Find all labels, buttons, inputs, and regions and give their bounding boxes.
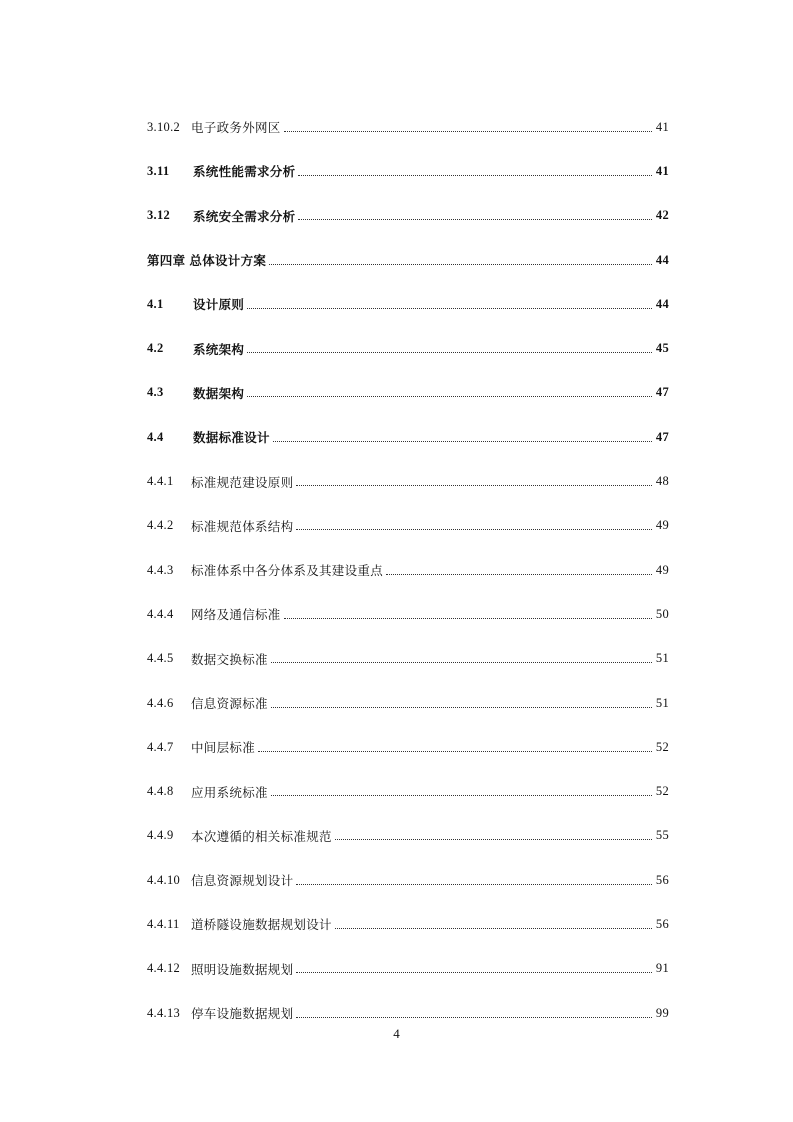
toc-entry[interactable] [147,149,669,193]
toc-entry-number: 4.4.10 [147,872,181,887]
toc-entry[interactable] [147,194,669,238]
toc-entry-number: 4.4.2 [147,518,174,533]
toc-entry-title: 数据交换标准 [191,652,268,667]
toc-entry-number: 4.4 [147,429,164,444]
toc-entry-title: 标准规范建设原则 [191,475,294,490]
toc-entry-page: 91 [655,961,669,976]
toc-entry-title: 信息资源规划设计 [191,874,294,889]
dot-leader [335,928,652,929]
toc-entry[interactable] [147,637,669,681]
toc-entry-number: 4.4.11 [147,916,180,931]
toc-entry[interactable] [147,282,669,326]
toc-entry-number: 4.4.13 [147,1005,181,1020]
toc-entry-number: 4.4.5 [147,651,174,666]
toc-entry-page: 56 [655,916,669,931]
toc-entry[interactable] [147,504,669,548]
toc-entry-page: 55 [655,828,669,843]
toc-entry-number: 3.10.2 [147,119,181,134]
toc-entry-number: 4.4.3 [147,562,174,577]
toc-entry-number: 4.2 [147,341,164,356]
toc-entry-title: 本次遵循的相关标准规范 [191,829,332,844]
toc-entry-page: 47 [655,429,669,444]
dot-leader [296,884,652,885]
dot-leader [247,352,652,353]
toc-entry-title: 标准规范体系结构 [191,519,294,534]
toc-entry-page: 49 [655,518,669,533]
toc-entry-page: 44 [655,296,669,311]
toc-entry[interactable] [147,238,669,282]
page-number: 4 [393,1026,400,1041]
toc-entry-page: 99 [655,1005,669,1020]
toc-entry-number: 4.4.9 [147,828,174,843]
toc-entry-page: 52 [655,739,669,754]
toc-entry-title: 总体设计方案 [189,254,267,269]
dot-leader [335,839,652,840]
toc-entry[interactable] [147,415,669,459]
toc-entry-title: 应用系统标准 [191,785,268,800]
dot-leader [271,662,652,663]
toc-entry-page: 49 [655,562,669,577]
toc-entry-title: 信息资源标准 [191,697,268,711]
toc-entry-page: 48 [655,474,669,489]
toc-entry-number: 4.4.12 [147,961,181,976]
toc-entry[interactable] [147,902,669,946]
table-of-contents [147,105,669,1035]
dot-leader [258,751,652,752]
toc-entry-title: 数据标准设计 [193,431,270,446]
toc-entry-page: 44 [655,252,669,267]
toc-entry-page: 51 [655,695,669,710]
toc-entry[interactable] [147,814,669,858]
dot-leader [247,396,652,397]
toc-entry-number: 4.4.8 [147,784,174,799]
toc-entry-number: 3.11 [147,163,170,178]
toc-entry[interactable] [147,371,669,415]
toc-entry-number: 4.4.4 [147,606,174,621]
toc-entry-title: 设计原则 [193,298,245,313]
toc-entry-title: 停车设施数据规划 [191,1007,294,1022]
toc-entry-page: 52 [655,784,669,799]
toc-entry-title: 系统安全需求分析 [193,209,296,224]
dot-leader [296,1017,652,1018]
toc-entry[interactable] [147,459,669,503]
dot-leader [247,308,652,309]
toc-entry-title: 数据架构 [193,386,245,401]
toc-entry-title: 系统性能需求分析 [193,165,296,180]
toc-entry-title: 照明设施数据规划 [191,962,294,977]
dot-leader [271,795,652,796]
toc-entry-title: 标准体系中各分体系及其建设重点 [191,564,384,579]
toc-entry-title: 道桥隧设施数据规划设计 [191,918,332,933]
toc-entry-title: 电子政务外网区 [191,121,281,136]
toc-entry-page: 47 [655,385,669,400]
toc-entry-page: 41 [655,163,669,178]
dot-leader [298,219,652,220]
toc-entry[interactable] [147,105,669,149]
toc-entry-title: 网络及通信标准 [191,608,281,623]
toc-entry-number: 4.3 [147,385,164,400]
toc-entry-number: 4.1 [147,296,164,311]
toc-entry-number: 第四章 [147,254,186,269]
toc-entry[interactable] [147,947,669,991]
dot-leader [284,131,652,132]
dot-leader [296,529,652,530]
dot-leader [296,485,652,486]
dot-leader [273,441,652,442]
toc-entry-number: 4.4.7 [147,739,174,754]
toc-entry[interactable] [147,858,669,902]
toc-entry-page: 42 [655,208,669,223]
toc-entry-number: 4.4.1 [147,474,174,489]
toc-entry-title: 中间层标准 [191,741,256,756]
dot-leader [386,574,652,575]
toc-entry[interactable] [147,592,669,636]
toc-entry-page: 45 [655,341,669,356]
toc-entry-title: 系统架构 [193,342,245,357]
dot-leader [271,707,652,708]
dot-leader [296,972,652,973]
toc-entry[interactable] [147,548,669,592]
toc-entry-page: 51 [655,651,669,666]
dot-leader [269,264,652,265]
toc-entry[interactable] [147,681,669,725]
toc-entry-number: 4.4.6 [147,695,174,710]
toc-entry-page: 41 [655,119,669,134]
toc-entry[interactable] [147,326,669,370]
toc-entry-page: 56 [655,872,669,887]
toc-entry-number: 3.12 [147,208,171,223]
toc-entry[interactable] [147,769,669,813]
dot-leader [284,618,652,619]
toc-entry-page: 50 [655,606,669,621]
dot-leader [298,175,652,176]
toc-entry[interactable] [147,725,669,769]
